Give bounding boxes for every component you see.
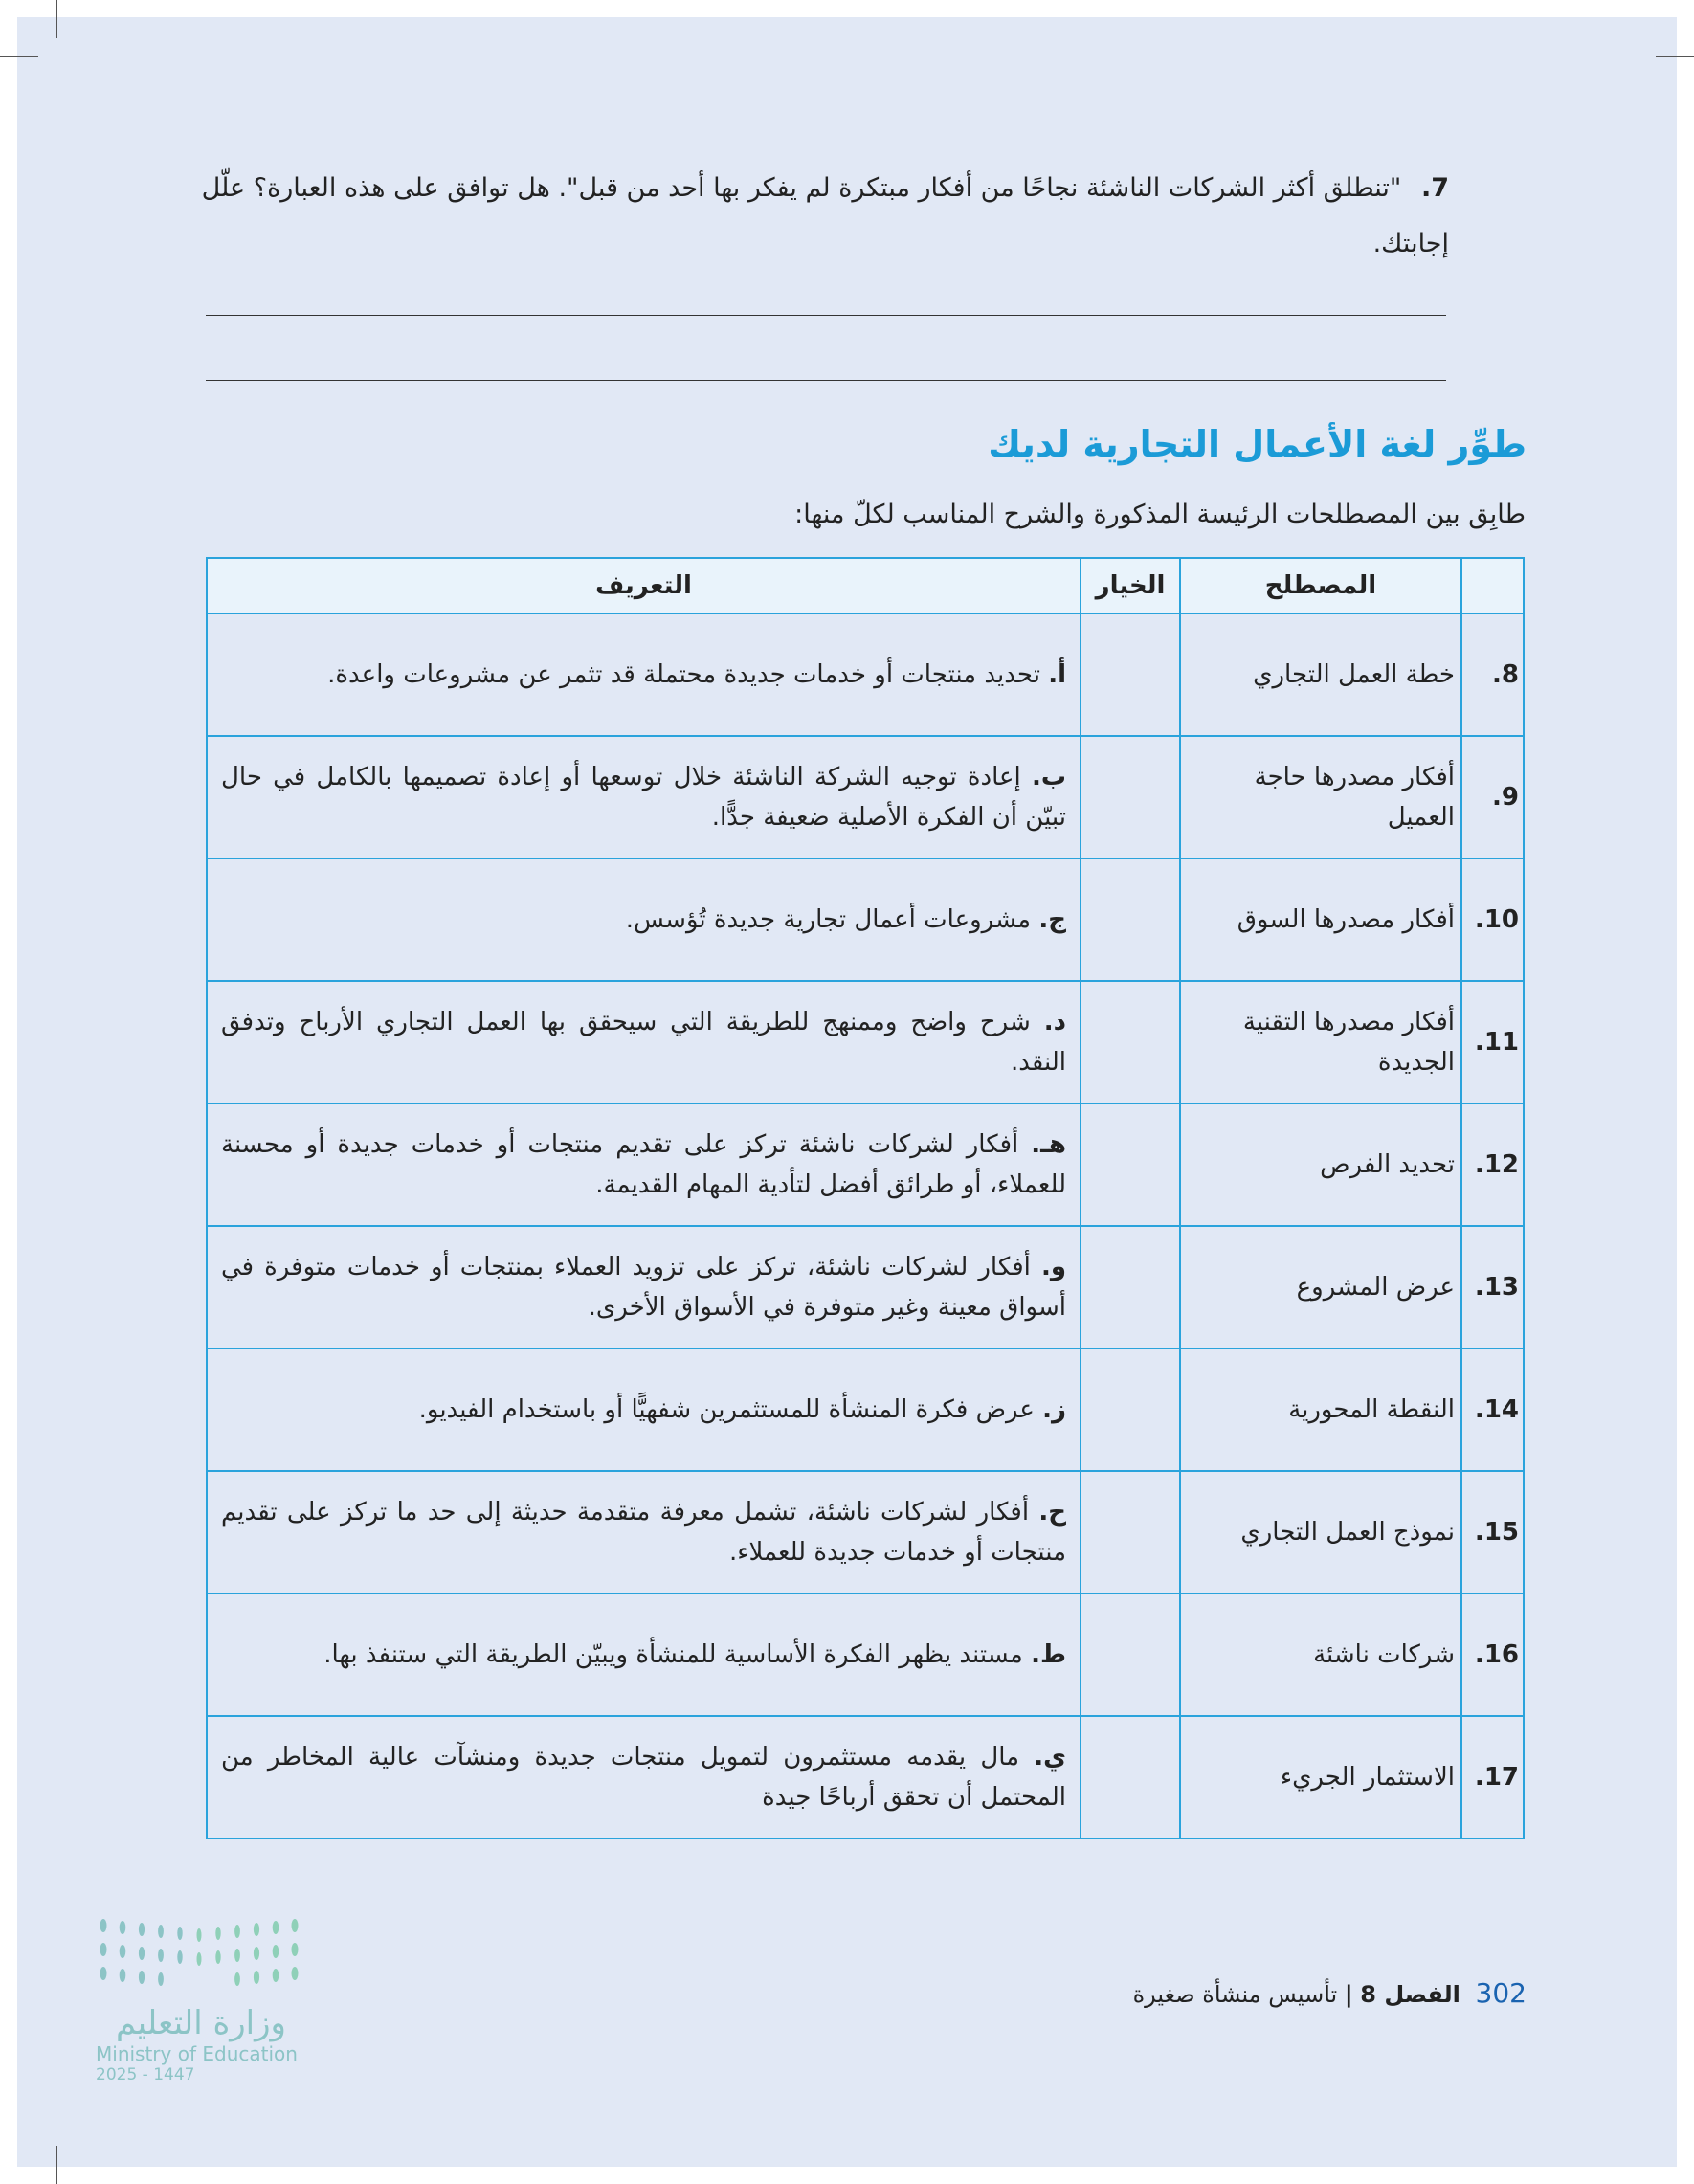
row-definition xyxy=(207,736,1081,858)
row-term: أفكار مصدرها التقنية الجديدة xyxy=(1180,981,1461,1103)
row-number: 8. xyxy=(1461,613,1524,736)
logo-dot xyxy=(158,1949,164,1962)
row-definition xyxy=(207,1103,1081,1226)
row-term: شركات ناشئة xyxy=(1180,1593,1461,1716)
definition-letter: ز. xyxy=(1042,1395,1066,1424)
crop-mark xyxy=(1638,2146,1639,2184)
chapter-title: تأسيس منشأة صغيرة xyxy=(1132,1981,1338,2008)
question-text: "تنطلق أكثر الشركات الناشئة نجاحًا من أفكار مبتكرة لم يفكر بها أحد من قبل". هل توافق على هذه العبارة؟ علّل إجابتك. xyxy=(201,173,1449,258)
logo-dot xyxy=(234,1972,240,1986)
row-number: 11. xyxy=(1461,981,1524,1103)
definition-text: أفكار لشركات ناشئة، تشمل معرفة متقدمة حديثة إلى حد ما تركز على تقديم منتجات أو خدمات جديدة للعملاء. xyxy=(221,1498,1066,1567)
header-number xyxy=(1461,558,1524,613)
logo-english: Ministry of Education xyxy=(96,2042,298,2065)
row-number: 16. xyxy=(1461,1593,1524,1716)
crop-mark xyxy=(0,2128,38,2129)
crop-mark xyxy=(56,0,57,38)
row-choice-field[interactable] xyxy=(1081,1226,1180,1348)
logo-dot xyxy=(292,1919,299,1932)
logo-dot xyxy=(158,1925,164,1938)
logo-dots-icon xyxy=(96,1914,306,2000)
table-row xyxy=(207,613,1524,736)
logo-dot xyxy=(177,1950,182,1964)
logo-dot xyxy=(197,1928,202,1942)
logo-dot xyxy=(234,1949,240,1962)
row-term: أفكار مصدرها السوق xyxy=(1180,858,1461,981)
row-choice-field[interactable] xyxy=(1081,613,1180,736)
row-definition xyxy=(207,1226,1081,1348)
logo-dot xyxy=(254,1923,259,1936)
header-definition: التعريف xyxy=(207,558,1081,613)
row-term: عرض المشروع xyxy=(1180,1226,1461,1348)
row-choice-field[interactable] xyxy=(1081,1716,1180,1839)
definition-letter: ي. xyxy=(1034,1743,1067,1772)
definition-text: أفكار لشركات ناشئة تركز على تقديم منتجات أو خدمات جديدة أو محسنة للعملاء، أو طرائق أفضل لتأدية المهام القديمة. xyxy=(221,1130,1066,1199)
crop-mark xyxy=(1638,0,1639,38)
section-heading: طوِّر لغة الأعمال التجارية لديك xyxy=(988,423,1527,465)
definition-letter: د. xyxy=(1043,1008,1067,1036)
definition-letter: ب. xyxy=(1032,763,1067,791)
definition-letter: ح. xyxy=(1038,1498,1066,1527)
table-row xyxy=(207,1716,1524,1839)
header-choice: الخيار xyxy=(1081,558,1180,613)
table-row xyxy=(207,1226,1524,1348)
logo-dot xyxy=(139,1971,145,1984)
row-definition xyxy=(207,858,1081,981)
logo-dot xyxy=(139,1923,145,1936)
definition-text: مستند يظهر الفكرة الأساسية للمنشأة ويبيّن الطريقة التي ستنفذ بها. xyxy=(323,1640,1023,1669)
definition-text: إعادة توجيه الشركة الناشئة خلال توسعها أو إعادة تصميمها بالكامل في حال تبيّن أن الفكرة الأصلية ضعيفة جدًّا. xyxy=(221,763,1066,832)
table-header-row xyxy=(207,558,1524,613)
row-choice-field[interactable] xyxy=(1081,1593,1180,1716)
logo-arabic: وزارة التعليم xyxy=(116,2004,286,2042)
row-number: 17. xyxy=(1461,1716,1524,1839)
crop-mark xyxy=(1656,2128,1694,2129)
table-row xyxy=(207,858,1524,981)
logo-dot xyxy=(158,1972,164,1986)
table-row xyxy=(207,736,1524,858)
answer-line[interactable] xyxy=(206,315,1446,316)
row-term: نموذج العمل التجاري xyxy=(1180,1471,1461,1593)
matching-table xyxy=(206,557,1525,1839)
chapter-label: الفصل 8 xyxy=(1360,1981,1460,2008)
row-definition xyxy=(207,613,1081,736)
logo-dot xyxy=(139,1947,145,1960)
row-definition xyxy=(207,1593,1081,1716)
logo-dot xyxy=(215,1927,220,1940)
definition-letter: أ. xyxy=(1048,660,1066,689)
question-number: 7. xyxy=(1420,173,1449,203)
section-instruction: طابِق بين المصطلحات الرئيسة المذكورة والشرح المناسب لكلّ منها: xyxy=(794,500,1526,529)
ministry-logo xyxy=(96,1914,306,2084)
logo-dot xyxy=(100,1919,107,1932)
row-choice-field[interactable] xyxy=(1081,981,1180,1103)
question-7 xyxy=(167,161,1449,272)
row-definition xyxy=(207,1348,1081,1471)
logo-dot xyxy=(120,1921,126,1934)
row-number: 12. xyxy=(1461,1103,1524,1226)
answer-line[interactable] xyxy=(206,380,1446,381)
row-choice-field[interactable] xyxy=(1081,1348,1180,1471)
row-number: 10. xyxy=(1461,858,1524,981)
logo-dot xyxy=(120,1969,126,1982)
crop-mark xyxy=(1656,56,1694,57)
page-footer xyxy=(1133,1977,1527,2009)
row-choice-field[interactable] xyxy=(1081,858,1180,981)
page-number: 302 xyxy=(1475,1977,1527,2009)
logo-dot xyxy=(197,1952,202,1966)
logo-year: 2025 - 1447 xyxy=(96,2065,195,2084)
definition-letter: ط. xyxy=(1031,1640,1066,1669)
logo-dot xyxy=(273,1969,279,1982)
row-term: الاستثمار الجريء xyxy=(1180,1716,1461,1839)
crop-mark xyxy=(56,2146,57,2184)
table-row xyxy=(207,1593,1524,1716)
logo-dot xyxy=(215,1950,220,1964)
logo-dot xyxy=(292,1967,299,1980)
logo-dot xyxy=(254,1947,259,1960)
logo-dot xyxy=(120,1945,126,1958)
row-number: 15. xyxy=(1461,1471,1524,1593)
footer-separator: | xyxy=(1344,1981,1353,2008)
row-number: 13. xyxy=(1461,1226,1524,1348)
row-choice-field[interactable] xyxy=(1081,1103,1180,1226)
table-row xyxy=(207,1348,1524,1471)
row-definition xyxy=(207,981,1081,1103)
logo-dot xyxy=(177,1927,182,1940)
row-term: تحديد الفرص xyxy=(1180,1103,1461,1226)
definition-letter: ج. xyxy=(1038,905,1066,934)
table-row xyxy=(207,1103,1524,1226)
row-term: خطة العمل التجاري xyxy=(1180,613,1461,736)
definition-text: مال يقدمه مستثمرون لتمويل منتجات جديدة ومنشآت عالية المخاطر من المحتمل أن تحقق أرباحًا جيدة xyxy=(221,1743,1066,1812)
header-term: المصطلح xyxy=(1180,558,1461,613)
definition-text: عرض فكرة المنشأة للمستثمرين شفهيًّا أو باستخدام الفيديو. xyxy=(418,1395,1035,1424)
row-definition xyxy=(207,1716,1081,1839)
row-term: أفكار مصدرها حاجة العميل xyxy=(1180,736,1461,858)
table-row xyxy=(207,1471,1524,1593)
logo-dot xyxy=(273,1921,279,1934)
logo-dot xyxy=(254,1971,259,1984)
definition-text: تحديد منتجات أو خدمات جديدة محتملة قد تثمر عن مشروعات واعدة. xyxy=(327,660,1040,689)
row-number: 9. xyxy=(1461,736,1524,858)
row-definition xyxy=(207,1471,1081,1593)
logo-dot xyxy=(100,1943,107,1956)
definition-text: شرح واضح وممنهج للطريقة التي سيحقق بها العمل التجاري الأرباح وتدفق النقد. xyxy=(221,1008,1066,1077)
row-number: 14. xyxy=(1461,1348,1524,1471)
logo-dot xyxy=(273,1945,279,1958)
definition-text: أفكار لشركات ناشئة، تركز على تزويد العملاء بمنتجات أو خدمات متوفرة في أسواق معينة وغير متوفرة في الأسواق الأخرى. xyxy=(221,1253,1066,1322)
crop-mark xyxy=(0,56,38,57)
logo-dot xyxy=(100,1967,107,1980)
logo-dot xyxy=(234,1925,240,1938)
definition-letter: و. xyxy=(1040,1253,1066,1281)
row-term: النقطة المحورية xyxy=(1180,1348,1461,1471)
definition-text: مشروعات أعمال تجارية جديدة تُؤسس. xyxy=(625,905,1032,934)
logo-dot xyxy=(292,1943,299,1956)
definition-letter: هـ. xyxy=(1031,1130,1067,1159)
row-choice-field[interactable] xyxy=(1081,736,1180,858)
row-choice-field[interactable] xyxy=(1081,1471,1180,1593)
table-row xyxy=(207,981,1524,1103)
